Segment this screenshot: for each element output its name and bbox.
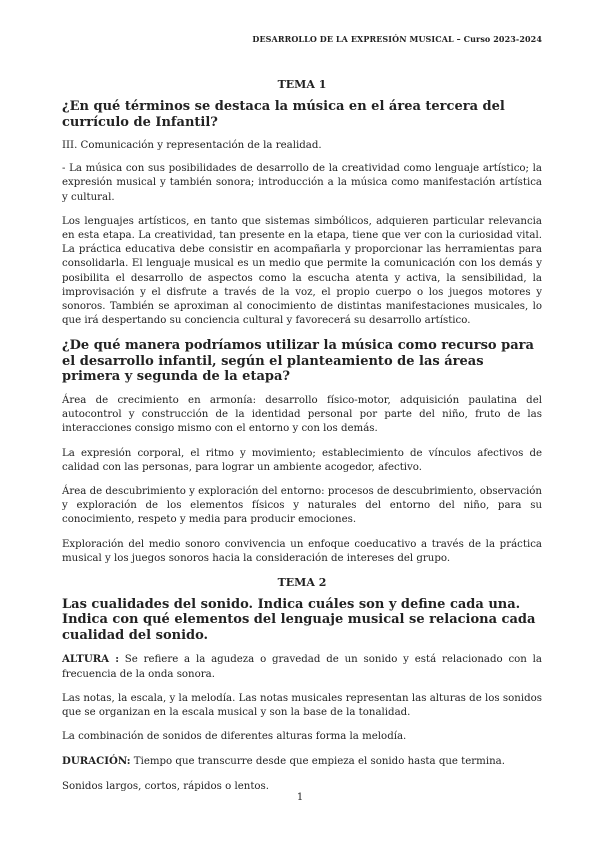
paragraph: Exploración del medio sonoro convivencia un enfoque coeducativo a través de la práctica musical y los juegos sonoros hacia la consideración de intereses del grupo.	[62, 538, 542, 564]
paragraph: Los lenguajes artísticos, en tanto que sistemas simbólicos, adquieren particular relevancia en esta etapa. La creatividad, tan presente en la etapa, tiene que ver con la curiosidad vital. La práctica educativa debe consistir en acompañarla y proporcionar las herramientas para consolidarla. El lenguaje musical es un medio que permite la comunicación con los demás y posibilita el desarrollo de aspectos como la escucha atenta y activa, la sensibilidad, la improvisación y el disfrute a través de la voz, el propio cuerpo o los juegos motores y sonoros. También se aproximan al conocimiento de distintas manifestaciones musicales, lo que irá despertando su conciencia cultural y favorecerá su desarrollo artístico.	[62, 215, 542, 327]
paragraph-altura	[62, 652, 542, 681]
tema-2-title: TEMA 2	[277, 575, 327, 589]
paragraph: La expresión corporal, el ritmo y movimiento; establecimiento de vínculos afectivos de calidad con las personas, para lograr un ambiente acogedor, afectivo.	[62, 447, 542, 473]
duracion-label: DURACIÓN:	[62, 755, 131, 768]
paragraph: Las notas, la escala, y la melodía. Las notas musicales representan las alturas de los sonidos que se organizan en la escala musical y son la base de la tonalidad.	[62, 692, 542, 719]
paragraph: - La música con sus posibilidades de desarrollo de la creatividad como lenguaje artístico; la expresión musical y también sonora; introducción a la música como manifestación artística y cultural.	[62, 163, 542, 203]
duracion-text: Tiempo que transcurre desde que empieza el sonido hasta que termina.	[130, 756, 505, 768]
paragraph: Área de crecimiento en armonía: desarrollo físico-motor, adquisición paulatina del autocontrol y construcción de la identidad personal por parte del niño, fruto de las interacciones consigo mismo con el entorno y con los demás.	[62, 394, 542, 435]
paragraph: Área de descubrimiento y exploración del entorno: procesos de descubrimiento, observación y exploración de los elementos físicos y naturales del entorno del niño, para su conocimiento, respeto y media para producir emociones.	[62, 485, 542, 526]
tema-1-title: TEMA 1	[277, 78, 327, 91]
question-1-heading: ¿En qué términos se destaca la música en el área tercera del currículo de Infantil?	[62, 99, 505, 130]
running-header: DESARROLLO DE LA EXPRESIÓN MUSICAL – Curso 2023-2024	[252, 34, 542, 44]
paragraph: III. Comunicación y representación de la realidad.	[62, 140, 322, 151]
question-2-heading: ¿De qué manera podríamos utilizar la música como recurso para el desarrollo infantil, según el planteamiento de las áreas primera y segunda de la etapa?	[62, 338, 534, 385]
question-3-heading: Las cualidades del sonido. Indica cuáles son y define cada una. Indica con qué elementos del lenguaje musical se relaciona cada cualidad del sonido.	[62, 596, 536, 643]
document-body	[62, 78, 542, 804]
paragraph-duracion	[62, 754, 542, 769]
paragraph: La combinación de sonidos de diferentes alturas forma la melodía.	[62, 731, 407, 743]
paragraph: Sonidos largos, cortos, rápidos o lentos.	[62, 780, 270, 792]
page-number: 1	[296, 792, 304, 803]
altura-label: ALTURA :	[62, 653, 119, 666]
altura-text: Se refiere a la agudeza o gravedad de un sonido y está relacionado con la frecuencia de la onda sonora.	[62, 654, 542, 680]
